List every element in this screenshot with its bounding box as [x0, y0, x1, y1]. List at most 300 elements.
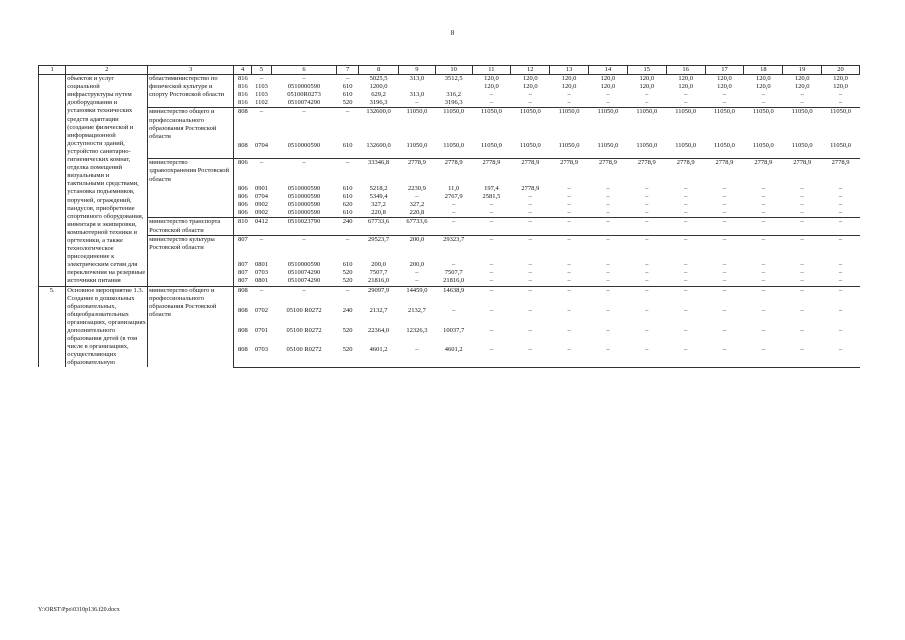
table-cell: 05100 R0272	[286, 346, 322, 354]
table-cell: 11050,0	[550, 108, 589, 142]
table-cell: 0902	[255, 209, 269, 217]
table-cell: 120,0	[822, 75, 860, 84]
table-cell: 120,0	[705, 75, 744, 84]
table-cell: 2581,5	[482, 193, 501, 201]
table-cell: 11050,0	[519, 142, 541, 150]
table-cell: 816	[238, 99, 248, 107]
table-cell: 327,2	[371, 201, 386, 209]
column-header: 13	[550, 66, 589, 75]
table-cell	[627, 366, 666, 367]
table-cell: –	[684, 99, 688, 107]
table-cell: 0510000590	[287, 261, 321, 269]
table-cell: –	[761, 185, 765, 193]
table-cell: –	[567, 193, 571, 201]
table-cell: 806	[238, 201, 248, 209]
table-cell: –	[838, 193, 843, 201]
table-cell: 806	[238, 193, 248, 201]
table-cell: 200,0	[371, 261, 386, 269]
table-cell: –	[838, 326, 843, 334]
table-cell: –	[589, 218, 628, 235]
table-cell: –	[684, 209, 688, 217]
table-cell	[399, 366, 436, 367]
table-cell: 807	[238, 261, 248, 269]
table-cell: 11050,0	[744, 108, 783, 142]
table-cell: –	[567, 261, 571, 269]
table-cell: 520	[342, 346, 353, 354]
table-header-row	[39, 66, 860, 75]
table-cell: 520	[342, 99, 353, 107]
table-cell	[435, 366, 472, 367]
table-cell: –	[567, 346, 571, 354]
table-cell: –	[838, 185, 843, 193]
table-cell: –	[528, 201, 532, 209]
table-cell: 11050,0	[822, 108, 860, 142]
table-cell: –	[800, 201, 804, 209]
table-cell: 610	[342, 91, 353, 99]
table-cell: –	[838, 99, 843, 107]
table-cell: 05100R0273	[287, 91, 321, 99]
table-cell: –	[800, 269, 804, 277]
table-cell: 11050,0	[636, 142, 658, 150]
table-cell	[666, 366, 705, 367]
table-cell: 11050,0	[558, 142, 580, 150]
table-cell: 29523,7	[359, 235, 399, 261]
table-cell: 11050,0	[435, 108, 472, 142]
table-cell: 120,0	[678, 83, 693, 91]
table-cell: 120,0	[472, 75, 511, 84]
table-cell: 05100 R0272	[286, 307, 322, 314]
table-cell: 2778,9	[783, 159, 822, 185]
table-cell: 0704	[255, 193, 269, 201]
table-cell: 808	[238, 346, 248, 354]
table-cell: 313,0	[409, 91, 425, 99]
table-cell: –	[567, 201, 571, 209]
table-cell: –	[684, 193, 688, 201]
table-cell: –	[272, 286, 337, 307]
table-cell: –	[528, 269, 532, 277]
table-cell: –	[783, 286, 822, 307]
table-cell: –	[337, 108, 359, 142]
column-header: 18	[744, 66, 783, 75]
table-cell: –	[567, 209, 571, 217]
table-cell: 2778,9	[589, 159, 628, 185]
table-cell: –	[838, 201, 843, 209]
column-header: 19	[783, 66, 822, 75]
table-cell: –	[684, 326, 688, 334]
table-cell: –	[489, 261, 494, 269]
table-cell: 5349,4	[369, 193, 388, 201]
table-cell: 120,0	[589, 75, 628, 84]
table-cell: –	[272, 235, 337, 261]
table-cell: –	[567, 277, 571, 285]
table-row	[39, 235, 860, 261]
table-cell: –	[705, 235, 744, 261]
table-cell: –	[337, 159, 359, 185]
table-cell: –	[415, 193, 419, 201]
table-cell: –	[684, 261, 688, 269]
table-cell: –	[800, 209, 804, 217]
table-cell: 120,0	[550, 75, 589, 84]
table-cell	[744, 366, 783, 367]
table-cell: 197,4	[484, 185, 499, 193]
table-cell: –	[722, 269, 727, 277]
table-cell: –	[645, 91, 649, 99]
table-cell: 810	[234, 218, 252, 235]
table-cell: 220,8	[409, 209, 425, 217]
table-cell: –	[761, 261, 765, 269]
table-cell: –	[567, 269, 571, 277]
table-cell: –	[645, 261, 649, 269]
table-cell: –	[800, 193, 804, 201]
table-cell: 808	[238, 326, 248, 334]
table-cell: 7507,7	[369, 269, 388, 277]
table-cell: –	[511, 235, 550, 261]
table-cell: –	[528, 277, 532, 285]
table-cell: –	[800, 326, 804, 334]
table-cell: 14459,0	[399, 286, 436, 307]
table-cell: –	[722, 307, 727, 314]
table-cell: –	[272, 108, 337, 142]
table-cell: 0801	[255, 277, 269, 285]
footer-file-path: Y:\ORST\Ppo\0310p136.f20.docx	[38, 607, 120, 613]
table-cell: 1103	[255, 91, 268, 99]
table-cell: –	[645, 326, 649, 334]
responsible-executor: министерство общего и профессионального образования Ростовской области	[148, 108, 234, 159]
table-cell: 1102	[255, 99, 268, 107]
table-cell: –	[606, 91, 610, 99]
table-cell: –	[452, 261, 456, 269]
table-cell: 2778,9	[822, 159, 860, 185]
table-cell: –	[627, 218, 666, 235]
table-cell: –	[822, 235, 860, 261]
table-cell: –	[838, 277, 843, 285]
table-cell	[783, 366, 822, 367]
table-cell: –	[684, 185, 688, 193]
table-cell: 21816,0	[443, 277, 465, 285]
table-cell: 0510074290	[287, 269, 321, 277]
table-cell: –	[489, 277, 494, 285]
table-cell: 10037,7	[443, 326, 465, 334]
column-header: 1	[39, 66, 66, 75]
table-cell: –	[528, 91, 532, 99]
table-cell: 120,0	[666, 75, 705, 84]
column-header: 4	[234, 66, 252, 75]
table-cell: –	[489, 269, 494, 277]
table-cell: 806	[238, 209, 248, 217]
column-header: 15	[627, 66, 666, 75]
table-cell: 120,0	[639, 83, 655, 91]
table-cell: –	[645, 99, 649, 107]
table-cell: –	[684, 201, 688, 209]
table-cell: –	[606, 261, 610, 269]
column-header: 20	[822, 66, 860, 75]
column-header: 7	[337, 66, 359, 75]
table-cell: –	[783, 235, 822, 261]
table-cell: 5025,5	[359, 75, 399, 84]
column-header: 11	[472, 66, 511, 75]
table-cell: 610	[342, 261, 353, 269]
table-cell: 132600,0	[366, 142, 391, 150]
table-cell: –	[452, 209, 456, 217]
table-cell: –	[528, 209, 532, 217]
table-cell: –	[761, 326, 765, 334]
table-cell	[705, 366, 744, 367]
table-cell: –	[705, 286, 744, 307]
table-cell: –	[272, 75, 337, 84]
table-cell: 520	[342, 277, 353, 285]
table-cell: –	[606, 307, 610, 314]
table-cell: –	[800, 307, 804, 314]
table-cell: 808	[234, 108, 252, 142]
table-cell: 120,0	[783, 75, 822, 84]
table-cell: 0902	[255, 201, 269, 209]
table-cell: –	[567, 307, 571, 314]
table-cell: –	[489, 326, 494, 334]
table-cell: 200,0	[409, 261, 425, 269]
table-row	[39, 108, 860, 142]
table-cell	[337, 366, 359, 367]
table-cell: 29097,9	[359, 286, 399, 307]
table-cell: –	[645, 307, 649, 314]
table-cell	[272, 366, 337, 367]
table-cell: –	[627, 235, 666, 261]
column-header: 12	[511, 66, 550, 75]
table-cell	[359, 366, 399, 367]
table-cell: 2778,9	[705, 159, 744, 185]
table-cell: –	[722, 277, 727, 285]
column-header: 17	[705, 66, 744, 75]
table-cell: 2778,9	[472, 159, 511, 185]
table-cell: –	[528, 326, 532, 334]
table-cell: 2778,9	[550, 159, 589, 185]
table-cell: –	[645, 346, 649, 354]
table-cell: –	[252, 75, 272, 84]
table-cell	[550, 366, 589, 367]
table-cell: –	[684, 91, 688, 99]
table-cell: –	[722, 201, 727, 209]
table-cell: 0510000590	[287, 185, 321, 193]
table-cell: 22364,0	[368, 326, 390, 334]
table-cell: –	[761, 91, 765, 99]
table-cell: –	[435, 218, 472, 235]
table-cell: –	[472, 218, 511, 235]
table-cell: –	[684, 277, 688, 285]
table-cell: –	[337, 286, 359, 307]
table-cell: –	[838, 209, 843, 217]
table-cell: –	[489, 209, 494, 217]
table-cell: 807	[234, 235, 252, 261]
table-cell: 11050,0	[666, 108, 705, 142]
table-cell: 0510000590	[287, 201, 321, 209]
table-cell: 11050,0	[627, 108, 666, 142]
table-cell: 120,0	[627, 75, 666, 84]
table-cell: –	[567, 326, 571, 334]
table-cell: –	[415, 99, 419, 107]
table-cell: –	[489, 346, 494, 354]
table-cell: –	[838, 346, 843, 354]
column-header: 10	[435, 66, 472, 75]
table-cell: –	[452, 307, 456, 314]
table-cell: 0703	[255, 346, 269, 354]
column-header: 9	[399, 66, 436, 75]
table-cell	[252, 366, 272, 367]
table-cell: 240	[337, 218, 359, 235]
table-cell: –	[684, 269, 688, 277]
table-cell: 0703	[255, 269, 269, 277]
table-cell: 11050,0	[511, 108, 550, 142]
table-cell: –	[415, 346, 419, 354]
table-cell: –	[645, 269, 649, 277]
table-cell: 620	[342, 201, 353, 209]
table-cell: 05100 R0272	[286, 326, 322, 334]
table-cell: 3196,3	[369, 99, 388, 107]
table-row	[39, 75, 860, 84]
table-cell: 0510000590	[287, 209, 321, 217]
table-cell: 806	[238, 185, 248, 193]
table-cell: 610	[342, 193, 353, 201]
table-cell: 3196,3	[444, 99, 463, 107]
table-cell: 327,2	[409, 201, 425, 209]
table-cell: 11050,0	[589, 108, 628, 142]
table-cell: 11050,0	[705, 108, 744, 142]
table-cell: 816	[238, 91, 248, 99]
table-cell: 11050,0	[399, 108, 436, 142]
table-cell: 808	[238, 142, 248, 150]
table-row	[39, 286, 860, 307]
table-cell: 11050,0	[472, 108, 511, 142]
table-row	[39, 218, 860, 235]
table-cell: 11050,0	[830, 142, 851, 150]
table-cell: –	[666, 218, 705, 235]
table-cell: –	[722, 209, 727, 217]
table-cell: 2132,7	[407, 307, 426, 314]
table-cell: –	[606, 201, 610, 209]
table-cell: 11050,0	[675, 142, 697, 150]
table-cell: –	[761, 346, 765, 354]
table-cell: –	[528, 307, 532, 314]
table-cell	[589, 366, 628, 367]
table-cell: 808	[238, 307, 248, 314]
table-cell: –	[722, 346, 727, 354]
table-cell: –	[800, 346, 804, 354]
table-cell: 33346,8	[359, 159, 399, 185]
table-cell: –	[722, 91, 727, 99]
table-cell: –	[606, 346, 610, 354]
table-cell: –	[800, 99, 804, 107]
table-cell: 120,0	[756, 83, 771, 91]
table-cell: –	[761, 277, 765, 285]
table-cell: –	[550, 286, 589, 307]
table-cell: –	[272, 159, 337, 185]
table-cell: –	[666, 286, 705, 307]
table-cell: 11050,0	[480, 142, 502, 150]
table-cell: 520	[342, 269, 353, 277]
table-cell: –	[550, 218, 589, 235]
table-cell: –	[761, 201, 765, 209]
table-cell: 816	[234, 75, 252, 84]
table-cell: 0702	[255, 307, 269, 314]
table-cell: –	[722, 261, 727, 269]
table-cell: 120,0	[794, 83, 810, 91]
table-cell: 120,0	[744, 75, 783, 84]
table-cell: 11050,0	[443, 142, 465, 150]
table-cell: –	[722, 185, 727, 193]
table-cell: –	[838, 307, 843, 314]
table-cell: –	[705, 218, 744, 235]
table-cell: 2778,9	[435, 159, 472, 185]
table-cell: –	[606, 99, 610, 107]
responsible-executor: министерство транспорта Ростовской области	[148, 218, 234, 235]
table-cell: 0412	[252, 218, 272, 235]
table-cell: –	[761, 209, 765, 217]
measure-description: Основное мероприятие 1.3. Создание в дошкольных образовательных, общеобразовательных организациях, организациях дополнительного образования детей (в том числе в организациях, осуществляющих образовательную	[67, 286, 146, 367]
budget-table	[38, 65, 860, 368]
table-cell: –	[337, 235, 359, 261]
column-header: 3	[148, 66, 234, 75]
table-cell: 11,0	[448, 185, 460, 193]
table-cell: 610	[342, 142, 353, 150]
table-cell: –	[528, 346, 532, 354]
table-cell: –	[666, 235, 705, 261]
table-cell: –	[606, 209, 610, 217]
table-cell: 2778,9	[521, 185, 540, 193]
table-cell: 5218,2	[369, 185, 388, 193]
table-cell: 0510074290	[287, 99, 321, 107]
table-cell: 0510000590	[287, 193, 321, 201]
table-cell: 316,2	[446, 91, 461, 99]
table-cell: 610	[342, 185, 353, 193]
table-cell: 120,0	[600, 83, 616, 91]
table-cell: 4601,2	[444, 346, 463, 354]
table-cell: –	[838, 261, 843, 269]
table-cell: –	[606, 277, 610, 285]
table-cell: –	[822, 286, 860, 307]
table-cell: –	[415, 277, 419, 285]
table-cell: –	[744, 235, 783, 261]
table-cell: 2767,9	[444, 193, 463, 201]
table-cell: 240	[342, 307, 353, 314]
table-cell: –	[489, 91, 494, 99]
table-cell: 220,8	[371, 209, 386, 217]
table-cell: –	[489, 99, 494, 107]
table-cell: 313,0	[399, 75, 436, 84]
table-cell: –	[761, 99, 765, 107]
table-cell: 11050,0	[406, 142, 428, 150]
table-cell: 11050,0	[597, 142, 619, 150]
table-cell: –	[567, 99, 571, 107]
column-header: 5	[252, 66, 272, 75]
table-cell: –	[744, 218, 783, 235]
column-header: 8	[359, 66, 399, 75]
responsible-executor: министерство здравоохранения Ростовской области	[148, 159, 234, 218]
table-cell: 0510000590	[287, 142, 321, 150]
table-cell: 0510023790	[272, 218, 337, 235]
table-cell: 120,0	[522, 83, 538, 91]
table-cell: 11050,0	[791, 142, 813, 150]
table-cell: 3512,5	[435, 75, 472, 84]
table-cell: –	[415, 269, 419, 277]
table-cell: –	[252, 235, 272, 261]
table-cell: 806	[234, 159, 252, 185]
table-cell: 0701	[255, 326, 269, 334]
responsible-executor: министерство общего и профессионального образования Ростовской области	[148, 286, 234, 367]
table-cell: 2778,9	[744, 159, 783, 185]
table-cell: 808	[234, 286, 252, 307]
table-cell: 0510074290	[287, 277, 321, 285]
table-cell: 610	[342, 209, 353, 217]
table-cell: –	[800, 277, 804, 285]
table-cell: –	[838, 269, 843, 277]
